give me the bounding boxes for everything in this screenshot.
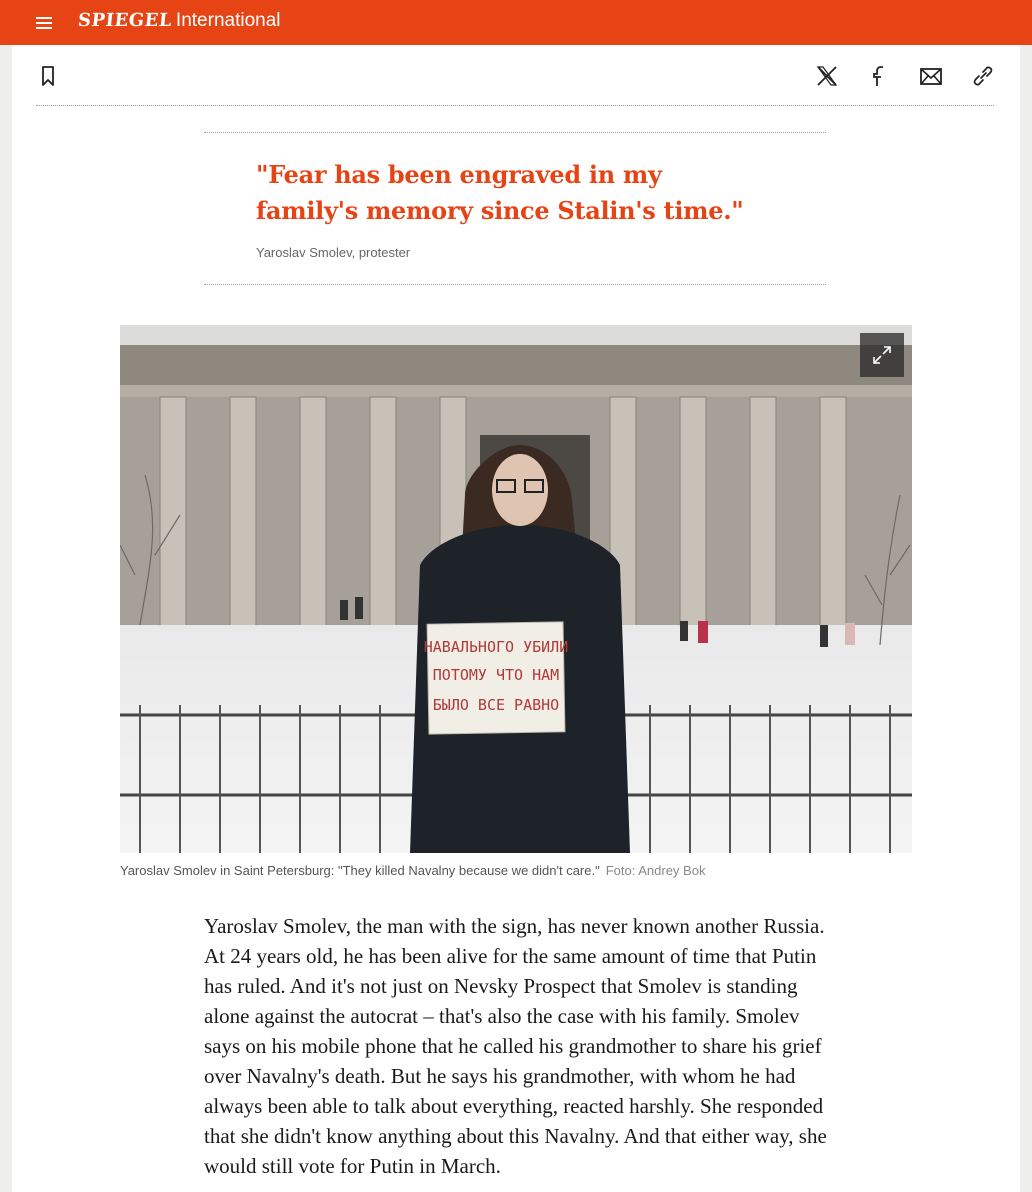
facebook-icon[interactable] <box>866 63 892 89</box>
photo-illustration <box>120 325 912 853</box>
sign-line-1: НАВАЛЬНОГО УБИЛИ <box>423 638 569 656</box>
x-icon[interactable] <box>814 63 840 89</box>
link-icon[interactable] <box>970 63 996 89</box>
section-name: International <box>175 10 281 31</box>
menu-icon[interactable] <box>36 13 56 33</box>
article-toolbar <box>36 45 994 106</box>
logo-wordmark: SPIEGEL <box>76 10 174 31</box>
mail-icon[interactable] <box>918 63 944 89</box>
expand-icon[interactable] <box>860 333 904 377</box>
photo-credit: Foto: Andrey Bok <box>605 863 706 878</box>
bookmark-icon[interactable] <box>36 63 62 89</box>
caption-text: Yaroslav Smolev in Saint Petersburg: "They killed Navalny because we didn't care." <box>120 863 600 878</box>
article-card <box>12 45 1020 1192</box>
pull-quote <box>204 132 826 285</box>
photo-caption <box>120 863 912 878</box>
article-photo[interactable] <box>120 325 912 853</box>
quote-text: "Fear has been engraved in my family's memory since Stalin's time." <box>256 160 744 225</box>
sign-line-2: ПОТОМУ ЧТО НАМ <box>432 666 560 684</box>
quote-author: Yaroslav Smolev, protester <box>256 245 411 260</box>
site-logo[interactable] <box>78 10 281 36</box>
top-navigation-bar <box>0 0 1032 45</box>
article-paragraph: Yaroslav Smolev, the man with the sign, has never known another Russia. At 24 years old, he has been alive for the same amount of time that Putin has ruled. And it's not just on Nevsky Prospect that Smolev is standing alone against the autocrat – that's also the case with his family. Smolev says on his mobile phone that he called his grandmother to share his grief over Navalny's death. But he says his grandmother, with whom he had always been able to talk about everything, reacted harshly. She responded that she didn't know anything about this Navalny. And that either way, she would still vote for Putin in March. <box>204 914 827 1178</box>
sign-line-3: БЫЛО ВСЕ РАВНО <box>432 696 560 714</box>
